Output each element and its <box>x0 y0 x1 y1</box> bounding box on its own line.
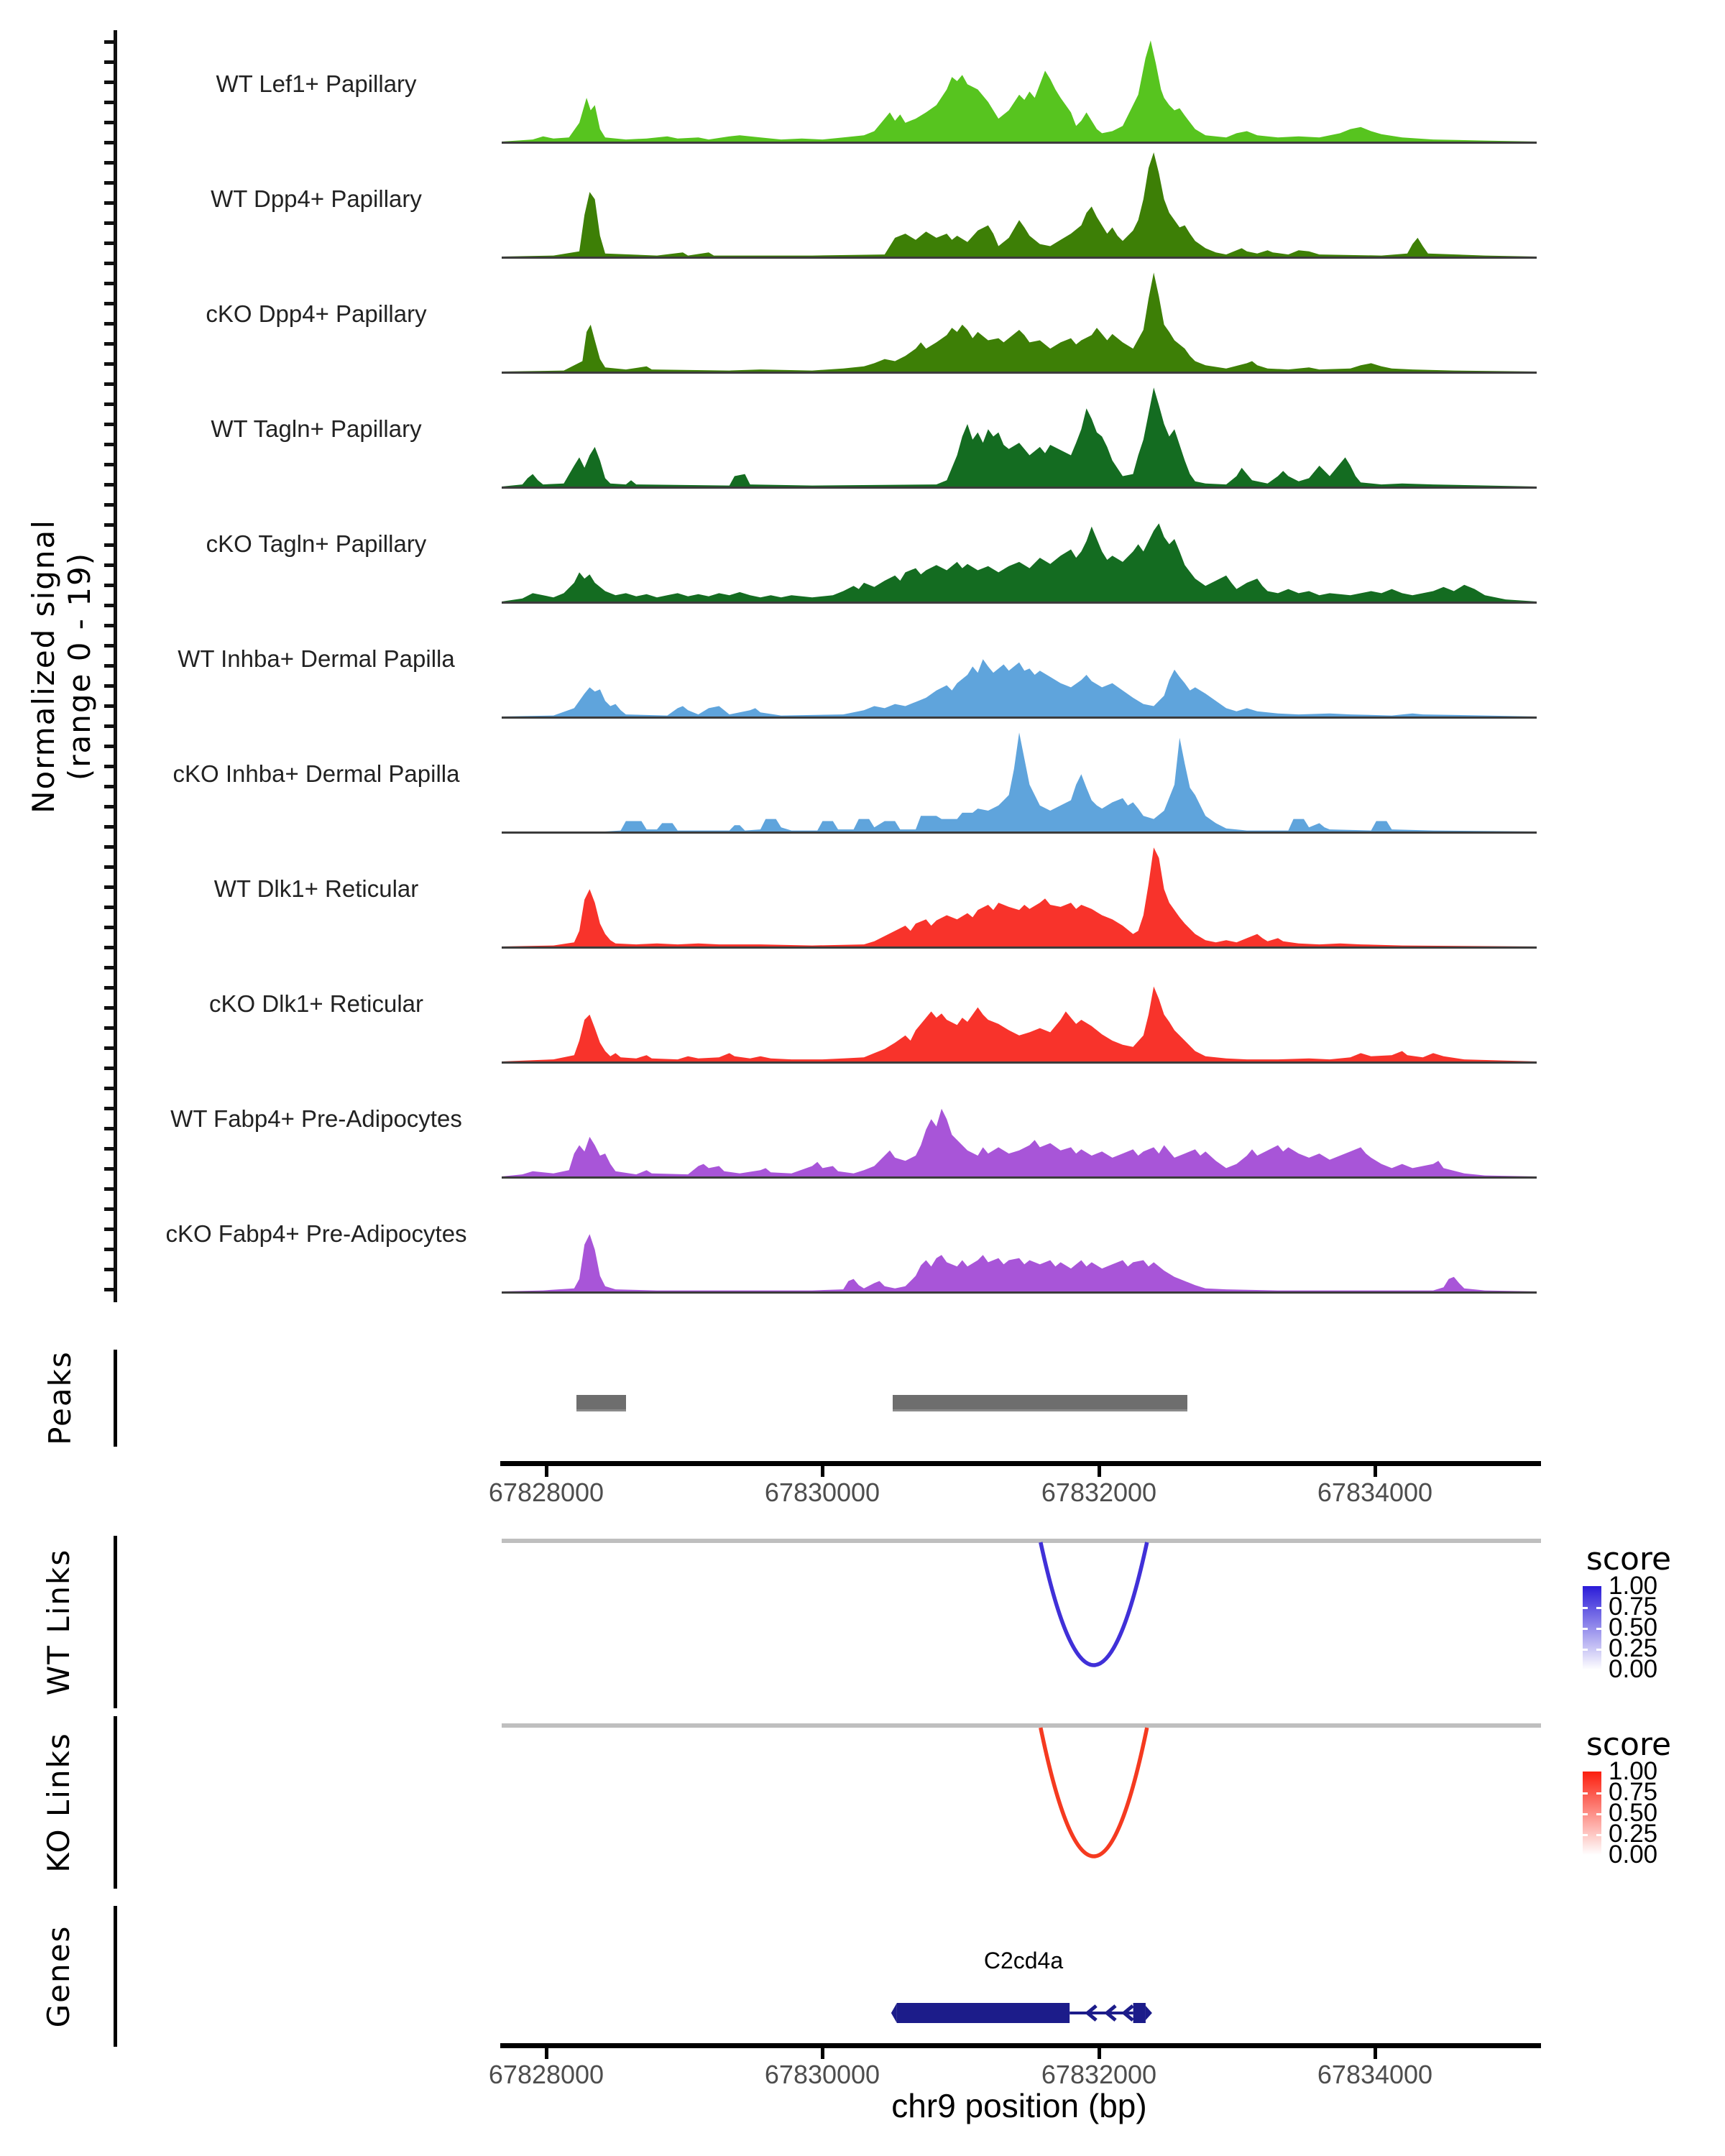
axis-tick-label: 67830000 <box>764 2060 880 2089</box>
legend-tick-label: 0.00 <box>1609 1841 1658 1869</box>
wt-link-arc <box>502 1539 1537 1693</box>
legend-bar-tick <box>1583 1834 1588 1836</box>
ko-link-arc <box>502 1723 1537 1889</box>
legend-tick-label: 1.00 <box>1609 1572 1658 1600</box>
legend-tick-label: 0.00 <box>1609 1655 1658 1683</box>
signal-axis-title-line1: Normalized signal <box>26 519 61 814</box>
ko-links-score-legend <box>1571 1726 1722 1870</box>
legend-tick-label: 1.00 <box>1609 1757 1658 1785</box>
gene-model-glyph <box>502 1991 1537 2037</box>
legend-bar-tick <box>1596 1649 1601 1651</box>
ko-score-gradient-bar <box>1583 1772 1601 1855</box>
track-baseline <box>502 831 1537 834</box>
track-signal-area <box>502 1187 1537 1293</box>
track-signal-area <box>502 152 1537 258</box>
genes-bracket <box>114 1906 117 2047</box>
legend-tick-label: 0.25 <box>1609 1634 1658 1662</box>
track-baseline <box>502 602 1537 604</box>
track-baseline <box>502 946 1537 949</box>
track-signal-area <box>502 612 1537 718</box>
wt-score-gradient-bar <box>1583 1586 1601 1669</box>
ko-links-bracket <box>114 1716 117 1889</box>
wt-score-legend-title: score <box>1586 1541 1672 1577</box>
peaks-section-label: Peaks <box>42 1350 78 1445</box>
track-signal-area <box>502 382 1537 488</box>
gene-name-label: C2cd4a <box>983 1948 1064 1973</box>
axis-tick-label: 67828000 <box>488 2060 604 2089</box>
axis-tick <box>545 1466 548 1477</box>
genes-section-label: Genes <box>41 1925 76 2028</box>
track-label: WT Fabp4+ Pre-Adipocytes <box>170 1105 462 1132</box>
peak-bar <box>576 1395 626 1411</box>
track-baseline <box>502 1061 1537 1064</box>
track-signal-area <box>502 37 1537 143</box>
track-signal-area <box>502 1072 1537 1178</box>
track-label: cKO Dlk1+ Reticular <box>208 990 423 1017</box>
track-label: cKO Tagln+ Papillary <box>206 530 427 557</box>
axis-tick-label: 67832000 <box>1041 1478 1157 1507</box>
legend-bar-tick <box>1583 1649 1588 1651</box>
track-baseline <box>502 487 1537 489</box>
axis-tick-label: 67834000 <box>1317 2060 1433 2089</box>
legend-tick-label: 0.75 <box>1609 1593 1658 1621</box>
signal-axis-title <box>26 519 98 814</box>
axis-tick <box>821 1466 824 1477</box>
track-label: cKO Inhba+ Dermal Papilla <box>172 760 460 787</box>
legend-tick-label: 0.50 <box>1609 1799 1658 1827</box>
legend-bar-tick <box>1596 1792 1601 1795</box>
track-baseline <box>502 372 1537 374</box>
wt-links-section-label: WT Links <box>41 1548 76 1696</box>
track-signal-area <box>502 267 1537 373</box>
ko-score-legend-labels <box>1609 1757 1658 1869</box>
legend-bar-tick <box>1596 1607 1601 1609</box>
axis-tick-label: 67828000 <box>488 1478 604 1507</box>
axis-line <box>500 1461 1541 1466</box>
legend-tick-label: 0.25 <box>1609 1820 1658 1848</box>
axis-tick <box>1374 2048 1377 2059</box>
peak-bar <box>893 1395 1187 1411</box>
track-signal-area <box>502 842 1537 948</box>
ko-links-section-label: KO Links <box>41 1732 76 1873</box>
track-label: cKO Fabp4+ Pre-Adipocytes <box>165 1220 467 1247</box>
legend-tick-label: 0.50 <box>1609 1613 1658 1641</box>
axis-tick <box>821 2048 824 2059</box>
axis-line <box>500 2043 1541 2048</box>
legend-bar-tick <box>1583 1813 1588 1815</box>
wt-score-legend-labels <box>1609 1572 1658 1683</box>
legend-bar-tick <box>1583 1792 1588 1795</box>
peaks-bracket <box>114 1350 117 1447</box>
track-baseline <box>502 142 1537 144</box>
track-label: cKO Dpp4+ Papillary <box>206 300 427 327</box>
legend-bar-tick <box>1596 1813 1601 1815</box>
wt-links-bracket <box>114 1536 117 1708</box>
track-baseline <box>502 257 1537 259</box>
legend-bar-tick <box>1596 1834 1601 1836</box>
ko-score-legend-title: score <box>1586 1726 1672 1763</box>
axis-tick <box>1098 1466 1101 1477</box>
track-label: WT Lef1+ Papillary <box>216 70 417 97</box>
signal-axis-title-line2: (range 0 - 19) <box>62 551 97 781</box>
legend-bar-tick <box>1583 1607 1588 1609</box>
track-label: WT Dpp4+ Papillary <box>211 185 422 212</box>
axis-tick <box>1098 2048 1101 2059</box>
track-signal-area <box>502 497 1537 603</box>
track-signal-area <box>502 957 1537 1063</box>
axis-tick-label: 67832000 <box>1041 2060 1157 2089</box>
axis-tick <box>1374 1466 1377 1477</box>
track-label: WT Dlk1+ Reticular <box>213 875 419 902</box>
axis-tick-label: 67830000 <box>764 1478 880 1507</box>
track-label: WT Tagln+ Papillary <box>211 415 422 442</box>
x-axis-title: chr9 position (bp) <box>891 2087 1147 2124</box>
legend-bar-tick <box>1596 1628 1601 1630</box>
axis-tick-label: 67834000 <box>1317 1478 1433 1507</box>
axis-tick <box>545 2048 548 2059</box>
track-baseline <box>502 1291 1537 1294</box>
track-baseline <box>502 717 1537 719</box>
legend-bar-tick <box>1583 1628 1588 1630</box>
track-label: WT Inhba+ Dermal Papilla <box>178 645 455 672</box>
legend-tick-label: 0.75 <box>1609 1778 1658 1806</box>
wt-links-score-legend <box>1571 1541 1722 1685</box>
track-signal-area <box>502 727 1537 833</box>
track-baseline <box>502 1176 1537 1179</box>
